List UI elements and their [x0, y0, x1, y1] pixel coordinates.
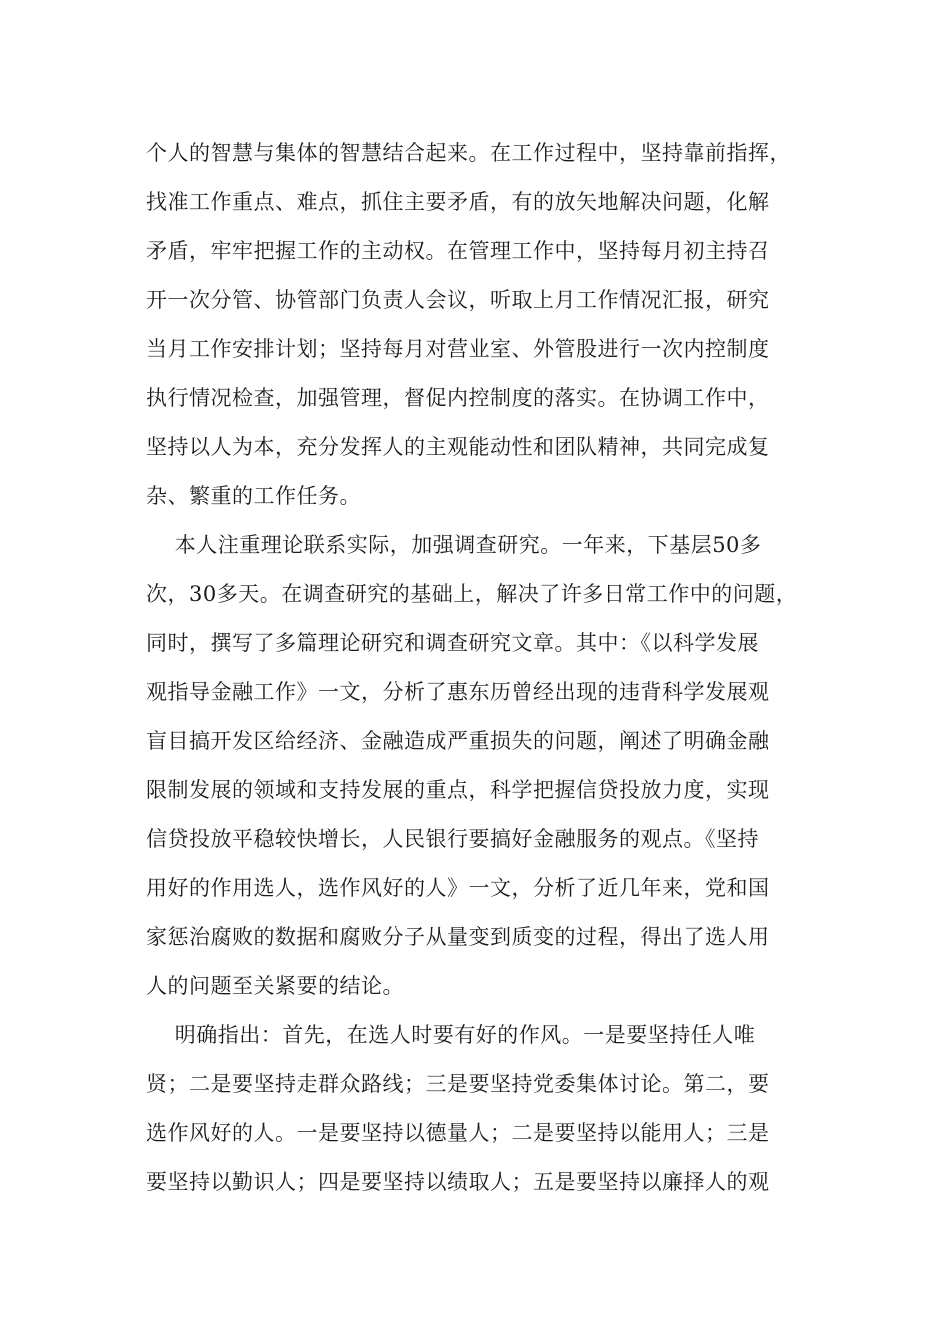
text-line: 坚持以人为本，充分发挥人的主观能动性和团队精神，共同完成复 — [146, 435, 770, 459]
text-line: 当月工作安排计划；坚持每月对营业室、外管股进行一次内控制度 — [146, 337, 770, 361]
text-line: 矛盾，牢牢把握工作的主动权。在管理工作中，坚持每月初主持召 — [146, 239, 770, 263]
text-line: 要坚持以勤识人；四是要坚持以绩取人；五是要坚持以廉择人的观 — [146, 1170, 770, 1194]
text-line: 找准工作重点、难点，抓住主要矛盾，有的放矢地解决问题，化解 — [146, 190, 770, 214]
text-line: 限制发展的领域和支持发展的重点，科学把握信贷投放力度，实现 — [146, 778, 770, 802]
paragraph-3 — [146, 1011, 806, 1207]
text-line: 明确指出：首先，在选人时要有好的作风。一是要坚持任人唯 — [146, 1023, 756, 1047]
text-line: 开一次分管、协管部门负责人会议，听取上月工作情况汇报，研究 — [146, 288, 770, 312]
text-line: 个人的智慧与集体的智慧结合起来。在工作过程中，坚持靠前指挥， — [146, 141, 791, 165]
text-line: 次，30多天。在调查研究的基础上，解决了许多日常工作中的问题， — [146, 582, 798, 606]
paragraph-2 — [146, 521, 806, 1011]
text-line: 信贷投放平稳较快增长，人民银行要搞好金融服务的观点。《坚持 — [146, 827, 759, 851]
text-line: 执行情况检查，加强管理，督促内控制度的落实。在协调工作中， — [146, 386, 770, 410]
text-line: 盲目搞开发区给经济、金融造成严重损失的问题，阐述了明确金融 — [146, 729, 770, 753]
document-body — [146, 129, 806, 1207]
text-line: 家惩治腐败的数据和腐败分子从量变到质变的过程，得出了选人用 — [146, 925, 770, 949]
text-line: 用好的作用选人，选作风好的人》一文，分析了近几年来，党和国 — [146, 876, 770, 900]
text-line: 本人注重理论联系实际，加强调查研究。一年来，下基层50多 — [146, 533, 762, 557]
text-line: 贤；二是要坚持走群众路线；三是要坚持党委集体讨论。第二，要 — [146, 1072, 770, 1096]
paragraph-1 — [146, 129, 806, 521]
text-line: 杂、繁重的工作任务。 — [146, 484, 361, 508]
text-line: 人的问题至关紧要的结论。 — [146, 974, 404, 998]
text-line: 观指导金融工作》一文，分析了惠东历曾经出现的违背科学发展观 — [146, 680, 770, 704]
text-line: 同时，撰写了多篇理论研究和调查研究文章。其中：《以科学发展 — [146, 631, 759, 655]
text-line: 选作风好的人。一是要坚持以德量人；二是要坚持以能用人；三是 — [146, 1121, 770, 1145]
